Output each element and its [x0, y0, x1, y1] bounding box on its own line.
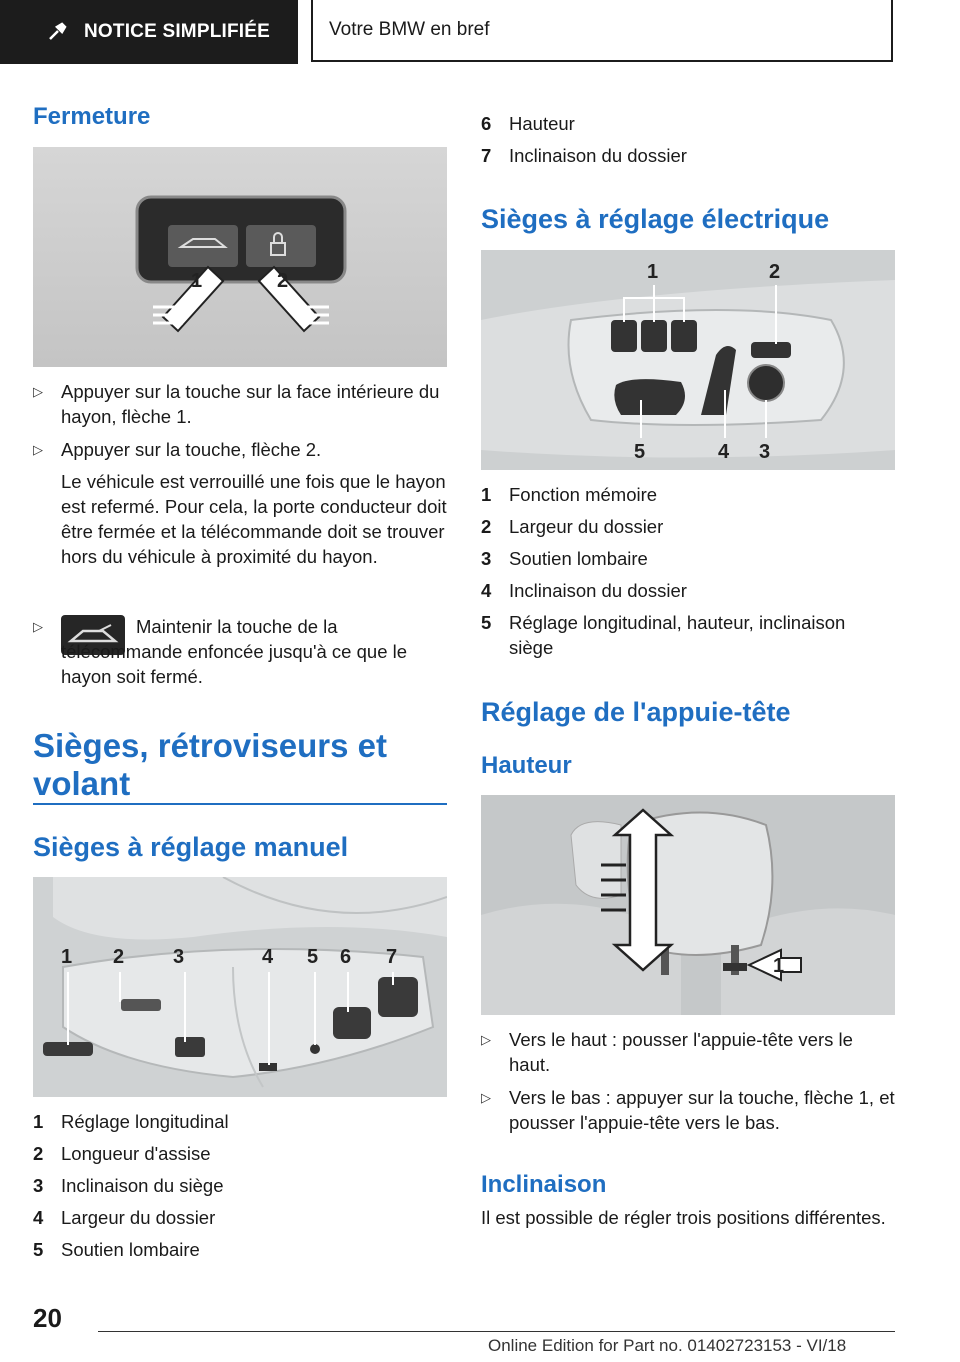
- figure-headrest: [481, 795, 895, 1015]
- list-item: Hauteur: [509, 113, 575, 134]
- list-number: 5: [481, 612, 492, 633]
- list-item: Inclinaison du siège: [61, 1175, 224, 1196]
- list-number: 6: [481, 113, 492, 134]
- figure-label: 2: [113, 946, 125, 968]
- bullet-triangle-icon: ▷: [481, 1090, 491, 1105]
- figure-label: 2: [277, 270, 289, 292]
- figure-label: 1: [773, 955, 785, 977]
- bullet-text: Appuyer sur la touche sur la face intérieure du hayon, flèche 1.: [61, 381, 440, 427]
- bullet-text: Vers le bas : appuyer sur la touche, flèche 1, et pousser l'appuie-tête vers le bas.: [509, 1087, 895, 1133]
- list-number: 4: [481, 580, 492, 601]
- subheading-hauteur: Hauteur: [481, 752, 572, 779]
- figure-label: 3: [173, 946, 185, 968]
- heading-sieges-manuel: Sièges à réglage manuel: [33, 832, 349, 862]
- header-section-label: Votre BMW en bref: [329, 19, 490, 40]
- chapter-rule: [33, 803, 447, 805]
- header-section: [311, 0, 893, 62]
- bullet-note: Le véhicule est verrouillé une fois que le hayon est refermé. Pour cela, la porte conducteur doit être fermée et la télécommande doit se trouver hors du véhicule à proximité du hayon.: [61, 471, 447, 567]
- list-item: Inclinaison du dossier: [509, 145, 687, 166]
- bullet-text: Vers le haut : pousser l'appuie-tête vers le haut.: [509, 1029, 853, 1075]
- figure-tailgate-buttons: [33, 147, 447, 367]
- figure-label: 5: [634, 441, 646, 463]
- list-item: Largeur du dossier: [509, 516, 664, 537]
- figure-label: 4: [718, 441, 730, 463]
- chapter-title: Sièges, rétroviseurs et volant: [33, 727, 388, 802]
- bullet-triangle-icon: ▷: [33, 384, 43, 399]
- list-item: Soutien lombaire: [509, 548, 648, 569]
- page-number: 20: [33, 1303, 62, 1333]
- wrench-icon: [46, 21, 68, 43]
- list-number: 2: [33, 1143, 44, 1164]
- figure-label: 2: [769, 261, 781, 283]
- list-number: 7: [481, 145, 492, 166]
- list-number: 4: [33, 1207, 44, 1228]
- bullet-triangle-icon: ▷: [33, 442, 43, 457]
- list-item: Longueur d'assise: [61, 1143, 211, 1164]
- list-item: Soutien lombaire: [61, 1239, 200, 1260]
- list-number: 1: [481, 484, 492, 505]
- heading-sieges-electrique: Sièges à réglage électrique: [481, 204, 830, 234]
- figure-electric-seat: [481, 250, 895, 470]
- bullet-triangle-icon: ▷: [33, 619, 43, 634]
- figure-manual-seat: [33, 877, 447, 1097]
- list-item: Réglage longitudinal, hauteur, inclinaison siège: [509, 612, 846, 658]
- paragraph-inclinaison: Il est possible de régler trois positions différentes.: [481, 1207, 886, 1228]
- bullet-text: Appuyer sur la touche, flèche 2.: [61, 439, 322, 460]
- footer-edition: Online Edition for Part no. 01402723153 - VI/18: [488, 1336, 847, 1355]
- footer-divider: [98, 1331, 895, 1332]
- figure-label: 1: [61, 946, 73, 968]
- list-number: 1: [33, 1111, 44, 1132]
- list-item: Inclinaison du dossier: [509, 580, 687, 601]
- list-number: 5: [33, 1239, 44, 1260]
- figure-label: 5: [307, 946, 319, 968]
- header-tab-label: NOTICE SIMPLIFIÉE: [84, 21, 271, 42]
- subheading-inclinaison: Inclinaison: [481, 1171, 607, 1198]
- figure-label: 6: [340, 946, 352, 968]
- figure-label: 1: [191, 270, 203, 292]
- list-item: Réglage longitudinal: [61, 1111, 229, 1132]
- heading-fermeture: Fermeture: [33, 103, 151, 130]
- list-number: 3: [33, 1175, 44, 1196]
- list-number: 3: [481, 548, 492, 569]
- list-item: Fonction mémoire: [509, 484, 658, 505]
- list-item: Largeur du dossier: [61, 1207, 216, 1228]
- bullet-text: Maintenir la touche de la télécommande enfoncée jusqu'à ce que le hayon soit fermé.: [61, 616, 408, 687]
- figure-label: 3: [759, 441, 771, 463]
- heading-appuie-tete: Réglage de l'appuie-tête: [481, 697, 791, 727]
- list-number: 2: [481, 516, 492, 537]
- header-tab: [0, 0, 298, 64]
- figure-label: 1: [647, 261, 659, 283]
- figure-label: 7: [386, 946, 398, 968]
- figure-label: 4: [262, 946, 274, 968]
- bullet-triangle-icon: ▷: [481, 1032, 491, 1047]
